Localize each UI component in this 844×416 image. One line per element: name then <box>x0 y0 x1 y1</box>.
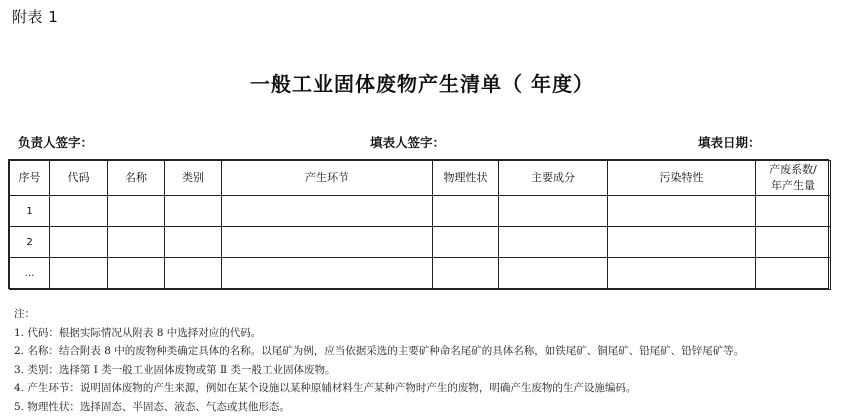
cell-code[interactable] <box>50 258 108 290</box>
appendix-label: 附表 1 <box>12 6 58 27</box>
cell-pollution[interactable] <box>608 258 756 290</box>
cell-physical-state[interactable] <box>433 227 499 258</box>
cell-coefficient[interactable] <box>756 227 831 258</box>
cell-category[interactable] <box>165 196 222 227</box>
notes-section <box>14 305 744 416</box>
note-item: 2. 名称：结合附表 8 中的废物种类确定具体的名称。以尾矿为例，应当依据采选的主要矿种命名尾矿的具体名称，如铁尾矿、铜尾矿、铅尾矿、铅锌尾矿等。 <box>14 342 744 361</box>
header-physical-state: 物理性状 <box>433 161 499 196</box>
cell-process[interactable] <box>222 196 433 227</box>
cell-composition[interactable] <box>499 227 608 258</box>
note-item: 1. 代码：根据实际情况从附表 8 中选择对应的代码。 <box>14 324 744 343</box>
cell-coefficient[interactable] <box>756 258 831 290</box>
table-row <box>10 196 831 227</box>
cell-pollution[interactable] <box>608 196 756 227</box>
note-item: 3. 类别：选择第 Ⅰ 类一般工业固体废物或第 Ⅱ 类一般工业固体废物。 <box>14 361 744 380</box>
table-row <box>10 258 831 290</box>
cell-category[interactable] <box>165 258 222 290</box>
row-seq: 1 <box>10 196 50 227</box>
cell-coefficient[interactable] <box>756 196 831 227</box>
filler-signature-label: 填表人签字： <box>370 133 445 151</box>
header-process: 产生环节 <box>222 161 433 196</box>
cell-physical-state[interactable] <box>433 258 499 290</box>
cell-code[interactable] <box>50 196 108 227</box>
header-composition: 主要成分 <box>499 161 608 196</box>
cell-name[interactable] <box>108 258 165 290</box>
table-row <box>10 227 831 258</box>
cell-composition[interactable] <box>499 196 608 227</box>
note-item: 4. 产生环节：说明固体废物的产生来源，例如在某个设施以某种原辅材料生产某种产物时产生的废物，明确产生废物的生产设施编码。 <box>14 379 744 398</box>
notes-heading: 注： <box>14 305 744 324</box>
cell-composition[interactable] <box>499 258 608 290</box>
header-category: 类别 <box>165 161 222 196</box>
responsible-signature-label: 负责人签字： <box>18 133 93 151</box>
table-header-row <box>10 161 831 196</box>
fill-date-label: 填表日期： <box>698 133 761 151</box>
header-coef-line2: 年产生量 <box>756 178 830 194</box>
cell-process[interactable] <box>222 227 433 258</box>
header-name: 名称 <box>108 161 165 196</box>
document-title: 一般工业固体废物产生清单（ 年度） <box>0 68 844 97</box>
header-coef-line1: 产废系数/ <box>756 162 830 178</box>
cell-pollution[interactable] <box>608 227 756 258</box>
cell-name[interactable] <box>108 196 165 227</box>
cell-process[interactable] <box>222 258 433 290</box>
cell-physical-state[interactable] <box>433 196 499 227</box>
header-code: 代码 <box>50 161 108 196</box>
cell-category[interactable] <box>165 227 222 258</box>
header-seq: 序号 <box>10 161 50 196</box>
cell-code[interactable] <box>50 227 108 258</box>
row-seq: … <box>10 258 50 290</box>
cell-name[interactable] <box>108 227 165 258</box>
header-generation-coefficient <box>756 161 831 196</box>
header-pollution-characteristics: 污染特性 <box>608 161 756 196</box>
row-seq: 2 <box>10 227 50 258</box>
solid-waste-table <box>9 160 831 290</box>
note-item: 5. 物理性状：选择固态、半固态、液态、气态或其他形态。 <box>14 398 744 416</box>
